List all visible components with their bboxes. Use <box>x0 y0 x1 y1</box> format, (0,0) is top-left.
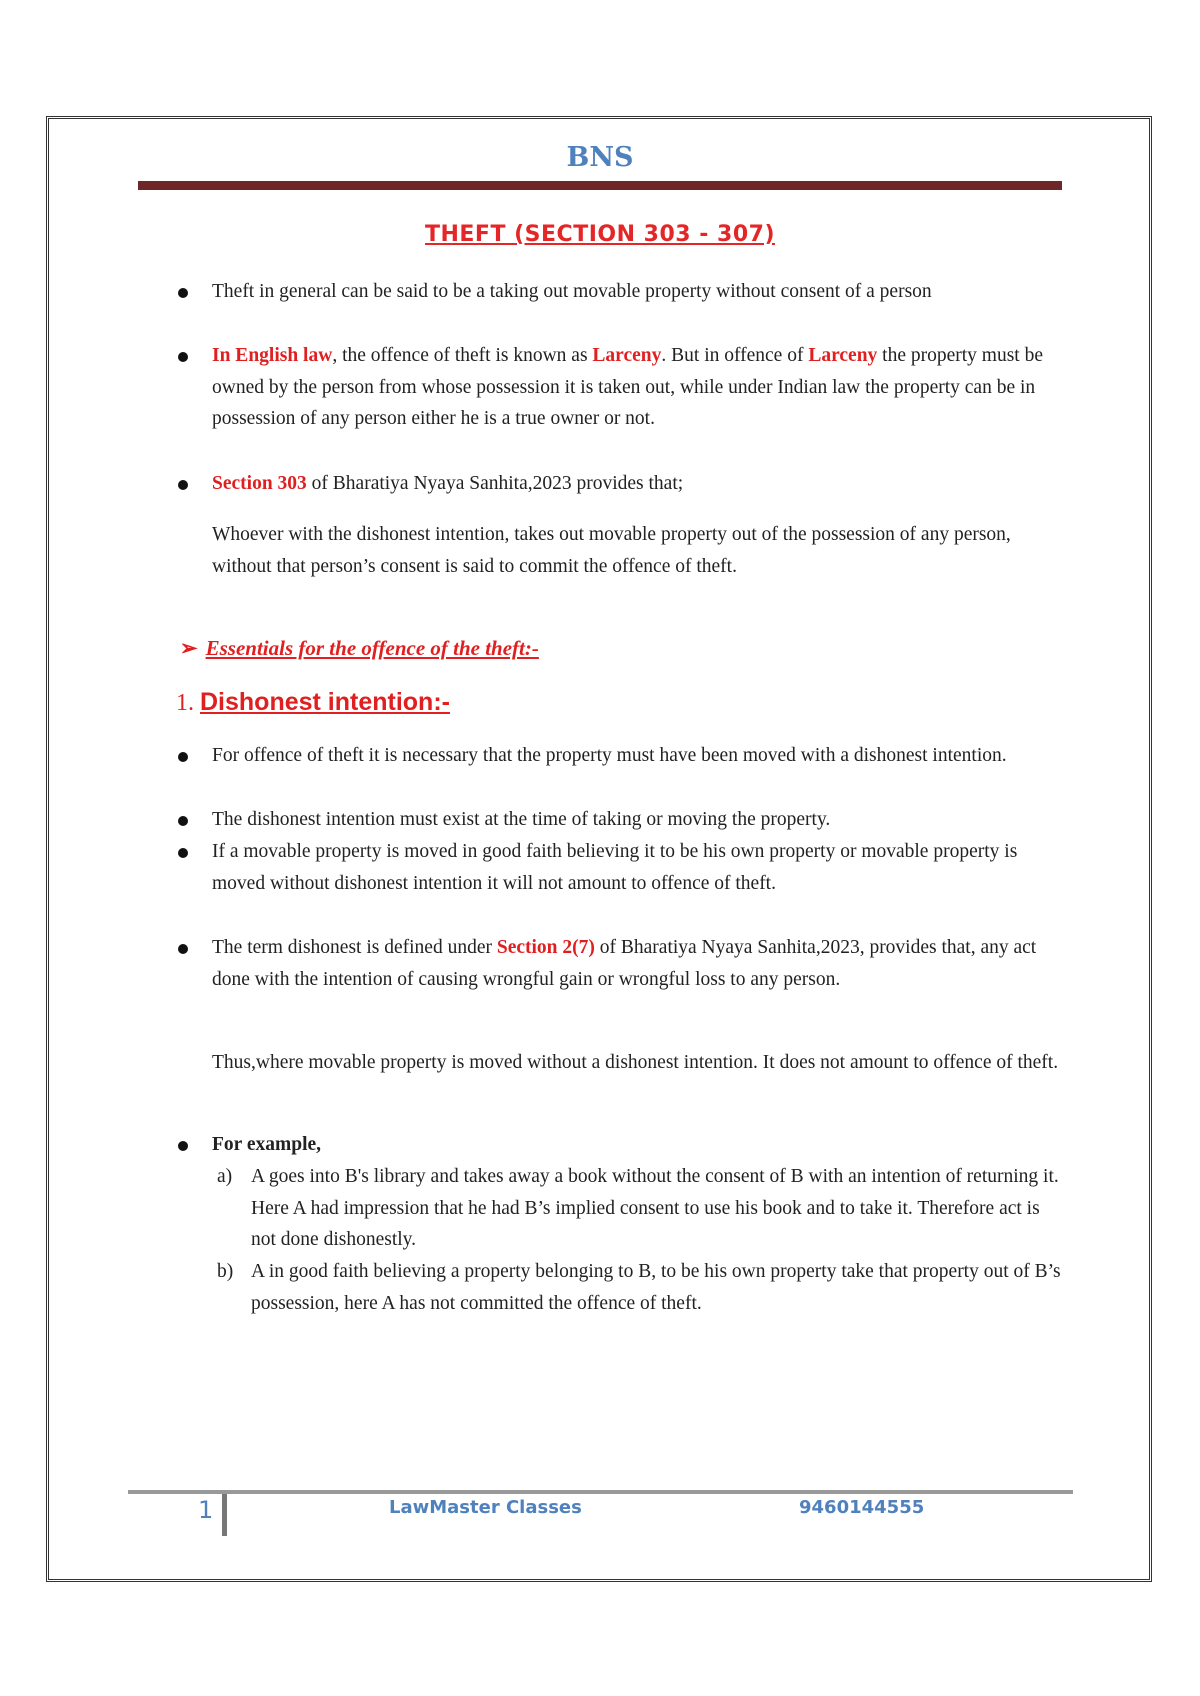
bullet-icon <box>178 288 188 298</box>
essential-1-number: 1. <box>176 690 194 716</box>
dishonest-bullet-4-text-a: The term dishonest is defined under <box>212 937 497 958</box>
dishonest-bullet-2: The dishonest intention must exist at the time of taking or moving the property. <box>212 809 831 830</box>
example-a-text: A goes into B's library and takes away a book without the consent of B with an intention of returning it. Here A had impression that he had B’s implied consent to use his book and to take it. Therefore act is not done dishonestly. <box>251 1166 1059 1250</box>
intro-bullet-3 <box>212 468 1062 500</box>
example-heading: For example, <box>212 1134 322 1155</box>
bullet-icon <box>178 480 188 490</box>
bullet-icon <box>178 752 188 762</box>
intro-bullet-2-text-a: , the offence of theft is known as <box>332 345 593 366</box>
section-title: THEFT (SECTION 303 - 307) <box>424 222 776 247</box>
thus-text: Thus,where movable property is moved without a dishonest intention. It does not amount to offence of theft. <box>212 1052 1059 1073</box>
footer-phone: 9460144555 <box>799 1497 925 1518</box>
header-rule <box>138 181 1062 190</box>
header-title: BNS <box>566 142 634 173</box>
arrowhead-icon: ➢ <box>180 636 198 660</box>
bullet-icon <box>178 352 188 362</box>
bullet-icon <box>178 944 188 954</box>
term-larceny: Larceny <box>808 345 878 366</box>
term-larceny: Larceny <box>592 345 662 366</box>
footer-page-number: 1 <box>198 1496 214 1524</box>
intro-bullet-2 <box>212 340 1062 435</box>
example-label-b: b) <box>217 1261 234 1282</box>
essentials-heading-text: Essentials for the offence of the theft:- <box>205 636 539 660</box>
dishonest-bullet-1: For offence of theft it is necessary that the property must have been moved with a dishonest intention. <box>212 745 1007 766</box>
example-label-a: a) <box>217 1166 233 1187</box>
dishonest-bullet-4-text-b: of Bharatiya Nyaya Sanhita,2023, provides that, any act done with the intention of causing wrongful gain or wrongful loss to any person. <box>212 937 1037 990</box>
intro-bullet-2-text-c: the property must be owned by the person from whose possession it is taken out, while under Indian law the property can be in possession of any person either he is a true owner or not. <box>212 345 1044 429</box>
essentials-heading <box>180 636 539 661</box>
intro-bullet-1: Theft in general can be said to be a taking out movable property without consent of a person <box>212 281 932 302</box>
intro-bullet-3-text: of Bharatiya Nyaya Sanhita,2023 provides that; <box>306 473 684 494</box>
footer-divider <box>222 1494 227 1536</box>
dishonest-bullet-4 <box>212 932 1062 995</box>
bullet-icon <box>178 816 188 826</box>
footer-rule <box>128 1490 1073 1494</box>
term-section-2-7: Section 2(7) <box>496 937 595 958</box>
essential-1-title: Dishonest intention:- <box>200 688 450 716</box>
dishonest-bullet-3: If a movable property is moved in good faith believing it to be his own property or movable property is moved without dishonest intention it will not amount to offence of theft. <box>212 841 1018 894</box>
footer-brand: LawMaster Classes <box>389 1497 582 1518</box>
bullet-icon <box>178 848 188 858</box>
term-english-law: In English law <box>212 345 333 366</box>
section-303-text: Whoever with the dishonest intention, takes out movable property out of the possession of any person, without that person’s consent is said to commit the offence of theft. <box>212 524 1011 577</box>
term-section-303: Section 303 <box>212 473 307 494</box>
example-b-text: A in good faith believing a property belonging to B, to be his own property take that property out of B’s possession, here A has not committed the offence of theft. <box>251 1261 1061 1314</box>
intro-bullet-2-text-b: . But in offence of <box>661 345 809 366</box>
essential-1-heading <box>176 688 450 717</box>
bullet-icon <box>178 1141 188 1151</box>
